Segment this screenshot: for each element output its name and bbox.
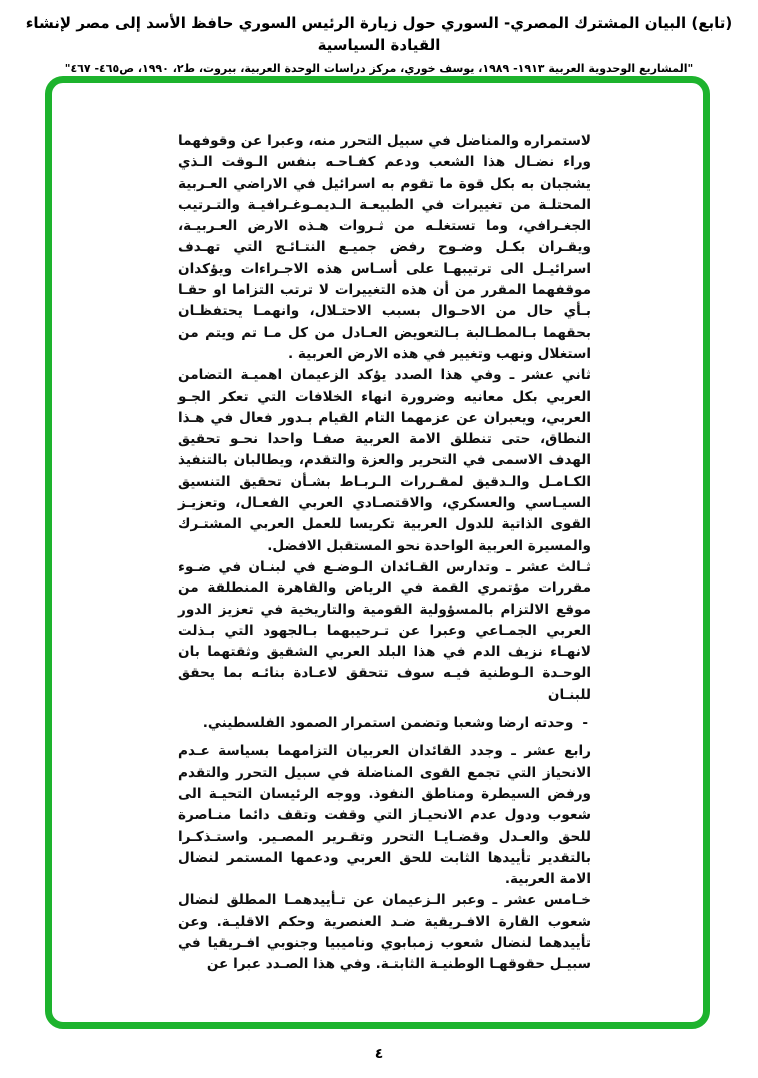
- paragraph-fifteenth-clause: خـامس عشر ـ وعبر الـزعيمان عن تـأييدهمـا المطلق لنضال شعوب القارة الافـريقية ضـد العنصرية وحكم الاقليـة. وعن تأييدهما لنضال شعوب زمبابوي وناميبيا وجنوبي افـريقيا في سبيـل حقوقهـا الوطنيـة الثابتـة. وفي هذا الصـدد عبرا عن: [178, 892, 591, 973]
- paragraph-thirteenth-clause: ثـالث عشر ـ وتدارس القـائدان الـوضـع في لبنـان في ضـوء مقررات مؤتمري القمة في الرياض والقاهرة المنطلقة من موقع الالتزام بالمسؤولية القومية والتاريخية في تعزيز الدور العربي الجمـاعي وعبرا عن تـرحيبهما بـالجهود التي بـذلت لانهـاء نزيف الدم في هذا البلد العربي الشقيق وثقتهما بان الوحـدة الـوطنية فيـه سوف تتحقق لاعـادة بنائـه بما يحقق للبنـان: [178, 558, 591, 703]
- body-text-column: [178, 131, 591, 976]
- paragraph-twelfth-clause: ثاني عشر ـ وفي هذا الصدد يؤكد الزعيمان اهميـة التضامن العربي بكل معانيه وضرورة انهاء الخلافات التي تعكر الجـو العربي، ويعبران عن عزمهما التام القيام بـدور فعال في هـذا النطاق، حتى تنطلق الامة العربية صفـا واحدا نحـو تحقيق الهدف الاسمى في التحرير والعزة والتقدم، ويطالبان بالتنفيذ الكـامـل والـدقيق لمقـررات الـربـاط بشـأن تحقيق التنسيق السيـاسي والعسكري، والاقتصـادي العربي الفعـال، وتعزيـز القوى الذاتية للدول العربية تكريسا للعمل العربي المشتـرك والمسيرة العربية الواحدة نحو المستقبل الافضل.: [178, 367, 591, 554]
- dash-list-item: [178, 713, 591, 734]
- page-number: ٤: [374, 1046, 384, 1062]
- source-citation: "المشاريع الوحدوية العربية ١٩١٣- ١٩٨٩، يوسف خوري، مركز دراسات الوحدة العربية، بيروت، ط٢، ١٩٩٠، ص٤٦٥- ٤٦٧": [64, 62, 694, 75]
- document-title: (تابع) البيان المشترك المصري- السوري حول زيارة الرئيس السوري حافظ الأسد إلى مصر لإنشاء القيادة السياسية: [25, 14, 733, 54]
- page-header: [0, 12, 758, 76]
- dash-icon: -: [582, 715, 588, 732]
- paragraph-continuation: لاستمراره والمناضل في سبيل التحرر منه، وعبرا عن وقوفهما وراء نضـال هذا الشعب ودعم كفـاحـه بنفس الـوقت الـذي يشجبان به بكل قوة ما تقوم به اسرائيل في الاراضي العـربية المحتلـة من تغييرات في الطبيعـة الـديمـوغـرافيـة والتـرتيب الجغـرافي، وما تستغلـه من ثـروات هـذه الارض العـربيـة، ويقـران بكـل وضـوح رفض جميـع النتـائـج التي تهـدف اسرائيـل الى ترتيبهـا على أسـاس هذه الاجـراءات ويؤكدان موقفهما المقرر من أن هذه التغييرات لا ترتب التزاما او حقـا بـأي حال من الاحـوال بسبب الاحتـلال، وانهمـا يحتفظـان بحقهما بـالمطـالبة بـالتعويض العـادل من كل مـا تم ويتم من استغلال ونهب وتغيير في هذه الارض العربية .: [178, 133, 591, 362]
- paragraph-fourteenth-clause: رابع عشر ـ وجدد القائدان العربيان التزامهما بسياسة عـدم الانحياز التي تجمع القوى المناضلة في سبيل التحرر والتقدم ورفض السيطرة ومناطق النفوذ. ووجه الرئيسان التحيـة الى شعوب ودول عدم الانحيـاز التي وقفت وتقف دائما منـاصرة للحق والعـدل وقضـايـا التحرر وتقـرير المصـير. واستـذكـرا بالتقدير تأييدها الثابت للحق العربي ودعمها المستمر لنضال الامة العربية.: [178, 743, 591, 888]
- dash-item-text: وحدته ارضا وشعبا وتضمن استمرار الصمود الفلسطيني.: [202, 715, 574, 732]
